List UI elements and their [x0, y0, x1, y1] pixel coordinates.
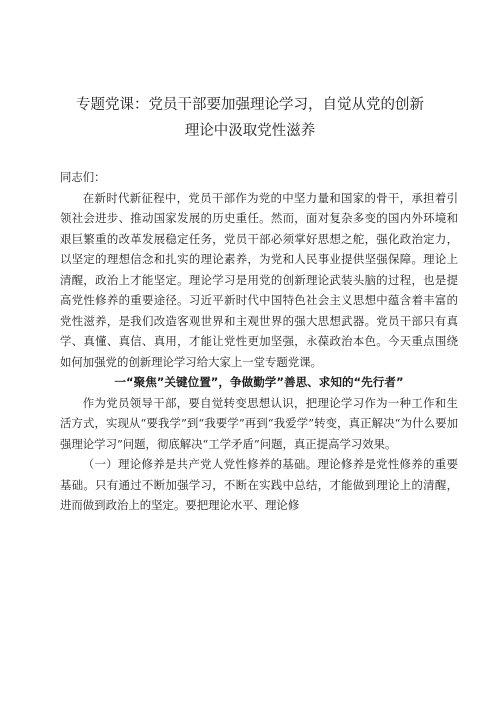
document-body [60, 167, 458, 516]
section-paragraph-2: （一）理论修养是共产党人党性修养的基础。理论修养是党性修养的重要基础。只有通过不断加强学习，不断在实践中总结，才能做到理论上的清醒，进而做到政治上的坚定。要把理论水平、理论修 [60, 457, 458, 512]
section-paragraph-1: 作为党员领导干部，要自觉转变思想认识，把理论学习作为一种工作和生活方式，实现从“要我学”到“我要学”再到“我爱学”转变，真正解决“为什么要加强理论学习”问题，彻底解决“工学矛盾”问题，真正提高学习效果。 [60, 395, 458, 451]
title-line-1: 专题党课：党员干部要加强理论学习，自觉从党的创新 [76, 97, 424, 113]
title-line-2: 理论中汲取党性滋养 [184, 123, 316, 139]
section-heading-1: 一“聚焦”关键位置”，争做勤学”善思、求知的“先行者” [114, 375, 404, 389]
intro-paragraph: 在新时代新征程中，党员干部作为党的中坚力量和国家的骨干，承担着引领社会进步、推动国家发展的历史重任。然而，面对复杂多变的国内外环境和艰巨繁重的改革发展稳定任务，党员干部必须掌好思想之舵，强化政治定力，以坚定的理想信念和扎实的理论素养，为党和人民事业提供坚强保障。理论上清醒，政治上才能坚定。理论学习是用党的创新理论武装头脑的过程，也是提高党性修养的重要途径。习近平新时代中国特色社会主义思想中蕴含着丰富的党性滋养，是我们改造客观世界和主观世界的强大思想武器。党员干部只有真学、真懂、真信、真用，才能让党性更加坚强，永葆政治本色。今天重点围绕如何加强党的创新理论学习给大家上一堂专题党课。 [60, 190, 458, 369]
greeting: 同志们： [60, 170, 106, 184]
document-title [0, 92, 500, 144]
